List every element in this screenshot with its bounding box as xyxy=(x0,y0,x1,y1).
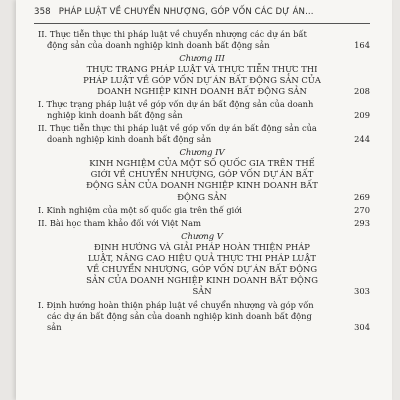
toc-entry-page: 304 xyxy=(354,321,370,332)
chapter-label: Chương V xyxy=(181,230,223,241)
toc-entry-text: II. Thực tiễn thực thi pháp luật về chuyển nhượng các dự án bất động sản của doanh nghiệp kinh doanh bất động sản xyxy=(38,29,307,50)
toc-entry-page: 244 xyxy=(354,134,370,145)
running-header xyxy=(34,7,370,24)
toc-entry xyxy=(34,99,370,121)
chapter-title xyxy=(34,64,370,98)
chapter-title xyxy=(34,242,370,298)
toc-entry xyxy=(34,29,370,51)
toc-entry-text: I. Định hướng hoàn thiện pháp luật về chuyển nhượng và góp vốn các dự án bất động sản của doanh nghiệp kinh doanh bất động sản xyxy=(38,299,314,332)
toc-entry xyxy=(34,218,370,229)
chapter-title-text: KINH NGHIỆM CỦA MỘT SỐ QUỐC GIA TRÊN THẾ GIỚI VỀ CHUYỂN NHƯỢNG, GÓP VỐN DỰ ÁN BẤT ĐỘNG SẢN CỦA DOANH NGHIỆP KINH DOANH BẤT ĐỘNG SẢN xyxy=(86,158,318,202)
toc-entry xyxy=(34,205,370,216)
chapter-page: 269 xyxy=(354,191,370,202)
toc-entry-page: 293 xyxy=(354,217,370,228)
chapter-title xyxy=(34,158,370,203)
toc-entry-page: 164 xyxy=(354,39,370,50)
page-number: 358 xyxy=(34,7,51,17)
chapter-page: 303 xyxy=(354,286,370,297)
toc-entry xyxy=(34,123,370,145)
toc-entry-page: 209 xyxy=(354,110,370,121)
toc-entry-text: I. Kinh nghiệm của một số quốc gia trên thế giới xyxy=(38,204,242,215)
running-title: PHÁP LUẬT VỀ CHUYỂN NHƯỢNG, GÓP VỐN CÁC DỰ ÁN... xyxy=(58,7,314,17)
toc-entry-page: 270 xyxy=(354,204,370,215)
chapter-label: Chương IV xyxy=(179,147,225,158)
toc-entry-text: I. Thực trạng pháp luật về góp vốn dự án bất động sản của doanh nghiệp kinh doanh bất động sản xyxy=(38,99,314,121)
book-page xyxy=(16,0,392,400)
chapter-title-text: THỰC TRẠNG PHÁP LUẬT VÀ THỰC TIỄN THỰC THI PHÁP LUẬT VỀ GÓP VỐN DỰ ÁN BẤT ĐỘNG SẢN CỦA DOANH NGHIỆP KINH DOANH BẤT ĐỘNG SẢN xyxy=(83,63,321,97)
toc-entry-text: II. Bài học tham khảo đối với Việt Nam xyxy=(38,217,201,228)
chapter-page: 208 xyxy=(354,86,370,97)
table-of-contents xyxy=(34,29,370,334)
chapter-label: Chương III xyxy=(179,52,225,63)
chapter-title-text: ĐỊNH HƯỚNG VÀ GIẢI PHÁP HOÀN THIỆN PHÁP LUẬT, NÂNG CAO HIỆU QUẢ THỰC THI PHÁP LUẬT VỀ CHUYỂN NHƯỢNG, GÓP VỐN DỰ ÁN BẤT ĐỘNG SẢN CỦA DOANH NGHIỆP KINH DOANH BẤT ĐỘNG SẢN xyxy=(86,241,318,297)
header-rule xyxy=(34,23,370,24)
toc-entry xyxy=(34,300,370,333)
toc-entry-text: II. Thực tiễn thực thi pháp luật về góp vốn dự án bất động sản của doanh nghiệp kinh doanh bất động sản xyxy=(38,123,317,145)
